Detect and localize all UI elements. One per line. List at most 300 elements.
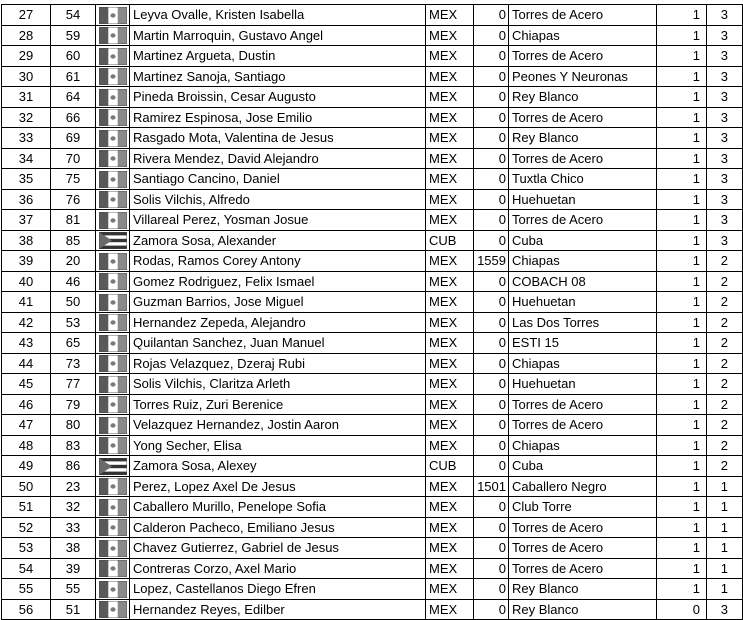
points-cell: 1 [657, 292, 707, 313]
player-name-cell: Pineda Broissin, Cesar Augusto [130, 87, 426, 108]
rank-cell: 55 [2, 579, 51, 600]
player-name-cell: Rojas Velazquez, Dzeraj Rubi [130, 353, 426, 374]
table-row [2, 435, 743, 456]
rating-cell: 0 [474, 538, 509, 559]
games-cell: 2 [707, 394, 743, 415]
player-name-cell: Hernandez Zepeda, Alejandro [130, 312, 426, 333]
table-row [2, 599, 743, 620]
rating-cell: 0 [474, 210, 509, 231]
rank-cell: 35 [2, 169, 51, 190]
club-cell: Cuba [509, 230, 657, 251]
mexico-flag-icon [96, 540, 129, 557]
starting-number-cell: 76 [51, 189, 96, 210]
points-cell: 1 [657, 394, 707, 415]
games-cell: 1 [707, 579, 743, 600]
federation-cell: MEX [426, 66, 474, 87]
mexico-flag-icon [96, 601, 129, 618]
federation-cell: MEX [426, 251, 474, 272]
table-row [2, 497, 743, 518]
rating-cell: 0 [474, 599, 509, 620]
points-cell: 1 [657, 189, 707, 210]
flag-cell [96, 107, 130, 128]
table-row [2, 66, 743, 87]
federation-cell: MEX [426, 292, 474, 313]
flag-cell [96, 66, 130, 87]
points-cell: 1 [657, 148, 707, 169]
federation-cell: MEX [426, 435, 474, 456]
flag-cell [96, 333, 130, 354]
games-cell: 1 [707, 517, 743, 538]
federation-cell: MEX [426, 538, 474, 559]
mexico-flag-icon [96, 437, 129, 454]
mexico-flag-icon [96, 212, 129, 229]
table-row [2, 148, 743, 169]
club-cell: Torres de Acero [509, 415, 657, 436]
player-name-cell: Martinez Sanoja, Santiago [130, 66, 426, 87]
flag-cell [96, 558, 130, 579]
games-cell: 2 [707, 333, 743, 354]
club-cell: Cuba [509, 456, 657, 477]
points-cell: 1 [657, 87, 707, 108]
starting-number-cell: 65 [51, 333, 96, 354]
federation-cell: MEX [426, 353, 474, 374]
rating-cell: 0 [474, 415, 509, 436]
federation-cell: MEX [426, 374, 474, 395]
mexico-flag-icon [96, 150, 129, 167]
rating-cell: 0 [474, 189, 509, 210]
table-row [2, 415, 743, 436]
rating-cell: 0 [474, 66, 509, 87]
starting-number-cell: 64 [51, 87, 96, 108]
standings-table [1, 4, 743, 620]
club-cell: Torres de Acero [509, 517, 657, 538]
club-cell: Huehuetan [509, 189, 657, 210]
rating-cell: 0 [474, 292, 509, 313]
club-cell: COBACH 08 [509, 271, 657, 292]
rating-cell: 0 [474, 46, 509, 67]
points-cell: 1 [657, 456, 707, 477]
games-cell: 1 [707, 538, 743, 559]
flag-cell [96, 148, 130, 169]
flag-cell [96, 128, 130, 149]
club-cell: Torres de Acero [509, 394, 657, 415]
player-name-cell: Rasgado Mota, Valentina de Jesus [130, 128, 426, 149]
club-cell: Chiapas [509, 25, 657, 46]
rating-cell: 0 [474, 497, 509, 518]
rating-cell: 0 [474, 456, 509, 477]
points-cell: 1 [657, 353, 707, 374]
flag-cell [96, 415, 130, 436]
rank-cell: 41 [2, 292, 51, 313]
rating-cell: 0 [474, 394, 509, 415]
flag-cell [96, 292, 130, 313]
rating-cell: 0 [474, 312, 509, 333]
games-cell: 3 [707, 189, 743, 210]
mexico-flag-icon [96, 89, 129, 106]
games-cell: 3 [707, 107, 743, 128]
table-row [2, 374, 743, 395]
games-cell: 1 [707, 497, 743, 518]
rank-cell: 43 [2, 333, 51, 354]
cuba-flag-icon [96, 232, 129, 249]
starting-number-cell: 85 [51, 230, 96, 251]
rating-cell: 1559 [474, 251, 509, 272]
club-cell: Rey Blanco [509, 599, 657, 620]
federation-cell: MEX [426, 169, 474, 190]
club-cell: Torres de Acero [509, 148, 657, 169]
games-cell: 2 [707, 312, 743, 333]
starting-number-cell: 51 [51, 599, 96, 620]
table-row [2, 517, 743, 538]
player-name-cell: Guzman Barrios, Jose Miguel [130, 292, 426, 313]
rating-cell: 0 [474, 579, 509, 600]
points-cell: 1 [657, 415, 707, 436]
club-cell: Caballero Negro [509, 476, 657, 497]
starting-number-cell: 81 [51, 210, 96, 231]
flag-cell [96, 189, 130, 210]
rank-cell: 40 [2, 271, 51, 292]
rank-cell: 52 [2, 517, 51, 538]
games-cell: 3 [707, 148, 743, 169]
player-name-cell: Perez, Lopez Axel De Jesus [130, 476, 426, 497]
starting-number-cell: 79 [51, 394, 96, 415]
club-cell: Torres de Acero [509, 5, 657, 26]
table-row [2, 292, 743, 313]
rating-cell: 0 [474, 230, 509, 251]
games-cell: 2 [707, 271, 743, 292]
table-row [2, 189, 743, 210]
rating-cell: 0 [474, 169, 509, 190]
games-cell: 3 [707, 230, 743, 251]
flag-cell [96, 46, 130, 67]
starting-number-cell: 80 [51, 415, 96, 436]
mexico-flag-icon [96, 417, 129, 434]
games-cell: 2 [707, 435, 743, 456]
games-cell: 3 [707, 5, 743, 26]
starting-number-cell: 54 [51, 5, 96, 26]
rank-cell: 36 [2, 189, 51, 210]
rank-cell: 50 [2, 476, 51, 497]
table-row [2, 210, 743, 231]
starting-number-cell: 70 [51, 148, 96, 169]
rank-cell: 29 [2, 46, 51, 67]
rank-cell: 45 [2, 374, 51, 395]
federation-cell: MEX [426, 579, 474, 600]
rank-cell: 27 [2, 5, 51, 26]
points-cell: 1 [657, 169, 707, 190]
rating-cell: 0 [474, 333, 509, 354]
games-cell: 3 [707, 87, 743, 108]
games-cell: 2 [707, 415, 743, 436]
club-cell: ESTI 15 [509, 333, 657, 354]
starting-number-cell: 60 [51, 46, 96, 67]
rank-cell: 46 [2, 394, 51, 415]
club-cell: Torres de Acero [509, 558, 657, 579]
rank-cell: 54 [2, 558, 51, 579]
starting-number-cell: 61 [51, 66, 96, 87]
rating-cell: 0 [474, 353, 509, 374]
flag-cell [96, 538, 130, 559]
starting-number-cell: 55 [51, 579, 96, 600]
player-name-cell: Caballero Murillo, Penelope Sofia [130, 497, 426, 518]
points-cell: 1 [657, 579, 707, 600]
games-cell: 2 [707, 353, 743, 374]
flag-cell [96, 599, 130, 620]
points-cell: 1 [657, 312, 707, 333]
club-cell: Las Dos Torres [509, 312, 657, 333]
table-row [2, 333, 743, 354]
points-cell: 1 [657, 251, 707, 272]
rating-cell: 0 [474, 558, 509, 579]
federation-cell: MEX [426, 312, 474, 333]
games-cell: 1 [707, 476, 743, 497]
player-name-cell: Quilantan Sanchez, Juan Manuel [130, 333, 426, 354]
points-cell: 1 [657, 476, 707, 497]
games-cell: 3 [707, 66, 743, 87]
federation-cell: MEX [426, 5, 474, 26]
points-cell: 1 [657, 128, 707, 149]
club-cell: Chiapas [509, 251, 657, 272]
table-row [2, 251, 743, 272]
mexico-flag-icon [96, 560, 129, 577]
flag-cell [96, 456, 130, 477]
federation-cell: MEX [426, 517, 474, 538]
club-cell: Huehuetan [509, 292, 657, 313]
rating-cell: 0 [474, 5, 509, 26]
mexico-flag-icon [96, 109, 129, 126]
starting-number-cell: 59 [51, 25, 96, 46]
flag-cell [96, 579, 130, 600]
table-row [2, 312, 743, 333]
mexico-flag-icon [96, 478, 129, 495]
rank-cell: 56 [2, 599, 51, 620]
flag-cell [96, 374, 130, 395]
table-row [2, 353, 743, 374]
points-cell: 1 [657, 497, 707, 518]
mexico-flag-icon [96, 314, 129, 331]
federation-cell: CUB [426, 456, 474, 477]
starting-number-cell: 75 [51, 169, 96, 190]
rating-cell: 0 [474, 435, 509, 456]
rank-cell: 44 [2, 353, 51, 374]
rank-cell: 34 [2, 148, 51, 169]
table-row [2, 271, 743, 292]
player-name-cell: Zamora Sosa, Alexey [130, 456, 426, 477]
flag-cell [96, 312, 130, 333]
mexico-flag-icon [96, 355, 129, 372]
mexico-flag-icon [96, 253, 129, 270]
federation-cell: MEX [426, 25, 474, 46]
rank-cell: 32 [2, 107, 51, 128]
player-name-cell: Zamora Sosa, Alexander [130, 230, 426, 251]
table-row [2, 456, 743, 477]
federation-cell: MEX [426, 599, 474, 620]
table-row [2, 230, 743, 251]
federation-cell: MEX [426, 415, 474, 436]
player-name-cell: Martin Marroquin, Gustavo Angel [130, 25, 426, 46]
club-cell: Peones Y Neuronas [509, 66, 657, 87]
flag-cell [96, 271, 130, 292]
games-cell: 3 [707, 128, 743, 149]
player-name-cell: Villareal Perez, Yosman Josue [130, 210, 426, 231]
rank-cell: 39 [2, 251, 51, 272]
starting-number-cell: 38 [51, 538, 96, 559]
points-cell: 1 [657, 517, 707, 538]
rating-cell: 0 [474, 87, 509, 108]
starting-number-cell: 50 [51, 292, 96, 313]
player-name-cell: Solis Vilchis, Claritza Arleth [130, 374, 426, 395]
federation-cell: MEX [426, 87, 474, 108]
table-row [2, 538, 743, 559]
federation-cell: MEX [426, 497, 474, 518]
federation-cell: MEX [426, 210, 474, 231]
starting-number-cell: 69 [51, 128, 96, 149]
games-cell: 2 [707, 292, 743, 313]
points-cell: 1 [657, 374, 707, 395]
table-row [2, 128, 743, 149]
points-cell: 1 [657, 435, 707, 456]
starting-number-cell: 66 [51, 107, 96, 128]
standings-rows [2, 5, 743, 620]
points-cell: 0 [657, 599, 707, 620]
club-cell: Chiapas [509, 435, 657, 456]
table-row [2, 25, 743, 46]
player-name-cell: Velazquez Hernandez, Jostin Aaron [130, 415, 426, 436]
table-row [2, 476, 743, 497]
player-name-cell: Santiago Cancino, Daniel [130, 169, 426, 190]
starting-number-cell: 73 [51, 353, 96, 374]
points-cell: 1 [657, 271, 707, 292]
federation-cell: MEX [426, 394, 474, 415]
mexico-flag-icon [96, 499, 129, 516]
flag-cell [96, 497, 130, 518]
mexico-flag-icon [96, 376, 129, 393]
games-cell: 3 [707, 210, 743, 231]
games-cell: 2 [707, 251, 743, 272]
rank-cell: 31 [2, 87, 51, 108]
games-cell: 2 [707, 456, 743, 477]
rating-cell: 0 [474, 25, 509, 46]
club-cell: Rey Blanco [509, 128, 657, 149]
starting-number-cell: 77 [51, 374, 96, 395]
games-cell: 3 [707, 25, 743, 46]
club-cell: Torres de Acero [509, 210, 657, 231]
mexico-flag-icon [96, 27, 129, 44]
federation-cell: MEX [426, 189, 474, 210]
games-cell: 3 [707, 169, 743, 190]
flag-cell [96, 251, 130, 272]
starting-number-cell: 46 [51, 271, 96, 292]
flag-cell [96, 517, 130, 538]
table-row [2, 558, 743, 579]
rating-cell: 0 [474, 517, 509, 538]
starting-number-cell: 33 [51, 517, 96, 538]
cuba-flag-icon [96, 458, 129, 475]
mexico-flag-icon [96, 396, 129, 413]
mexico-flag-icon [96, 7, 129, 24]
points-cell: 1 [657, 210, 707, 231]
games-cell: 3 [707, 599, 743, 620]
player-name-cell: Hernandez Reyes, Edilber [130, 599, 426, 620]
club-cell: Torres de Acero [509, 46, 657, 67]
player-name-cell: Ramirez Espinosa, Jose Emilio [130, 107, 426, 128]
federation-cell: MEX [426, 128, 474, 149]
table-row [2, 5, 743, 26]
mexico-flag-icon [96, 191, 129, 208]
starting-number-cell: 20 [51, 251, 96, 272]
mexico-flag-icon [96, 130, 129, 147]
rank-cell: 37 [2, 210, 51, 231]
flag-cell [96, 25, 130, 46]
player-name-cell: Torres Ruiz, Zuri Berenice [130, 394, 426, 415]
table-row [2, 394, 743, 415]
rank-cell: 33 [2, 128, 51, 149]
table-row [2, 579, 743, 600]
mexico-flag-icon [96, 294, 129, 311]
federation-cell: MEX [426, 558, 474, 579]
points-cell: 1 [657, 333, 707, 354]
mexico-flag-icon [96, 581, 129, 598]
mexico-flag-icon [96, 519, 129, 536]
rank-cell: 38 [2, 230, 51, 251]
starting-number-cell: 83 [51, 435, 96, 456]
rating-cell: 0 [474, 271, 509, 292]
federation-cell: MEX [426, 107, 474, 128]
starting-number-cell: 23 [51, 476, 96, 497]
club-cell: Chiapas [509, 353, 657, 374]
rank-cell: 47 [2, 415, 51, 436]
mexico-flag-icon [96, 335, 129, 352]
mexico-flag-icon [96, 48, 129, 65]
player-name-cell: Rodas, Ramos Corey Antony [130, 251, 426, 272]
rating-cell: 0 [474, 148, 509, 169]
flag-cell [96, 476, 130, 497]
club-cell: Tuxtla Chico [509, 169, 657, 190]
club-cell: Huehuetan [509, 374, 657, 395]
points-cell: 1 [657, 25, 707, 46]
starting-number-cell: 86 [51, 456, 96, 477]
mexico-flag-icon [96, 68, 129, 85]
points-cell: 1 [657, 107, 707, 128]
federation-cell: CUB [426, 230, 474, 251]
player-name-cell: Martinez Argueta, Dustin [130, 46, 426, 67]
player-name-cell: Gomez Rodriguez, Felix Ismael [130, 271, 426, 292]
points-cell: 1 [657, 538, 707, 559]
player-name-cell: Lopez, Castellanos Diego Efren [130, 579, 426, 600]
player-name-cell: Leyva Ovalle, Kristen Isabella [130, 5, 426, 26]
rank-cell: 49 [2, 456, 51, 477]
federation-cell: MEX [426, 333, 474, 354]
player-name-cell: Yong Secher, Elisa [130, 435, 426, 456]
player-name-cell: Rivera Mendez, David Alejandro [130, 148, 426, 169]
rating-cell: 0 [474, 128, 509, 149]
points-cell: 1 [657, 66, 707, 87]
club-cell: Torres de Acero [509, 107, 657, 128]
rank-cell: 42 [2, 312, 51, 333]
games-cell: 1 [707, 558, 743, 579]
starting-number-cell: 39 [51, 558, 96, 579]
flag-cell [96, 169, 130, 190]
rating-cell: 1501 [474, 476, 509, 497]
rank-cell: 30 [2, 66, 51, 87]
table-row [2, 169, 743, 190]
flag-cell [96, 394, 130, 415]
federation-cell: MEX [426, 476, 474, 497]
federation-cell: MEX [426, 271, 474, 292]
player-name-cell: Contreras Corzo, Axel Mario [130, 558, 426, 579]
player-name-cell: Solis Vilchis, Alfredo [130, 189, 426, 210]
mexico-flag-icon [96, 273, 129, 290]
